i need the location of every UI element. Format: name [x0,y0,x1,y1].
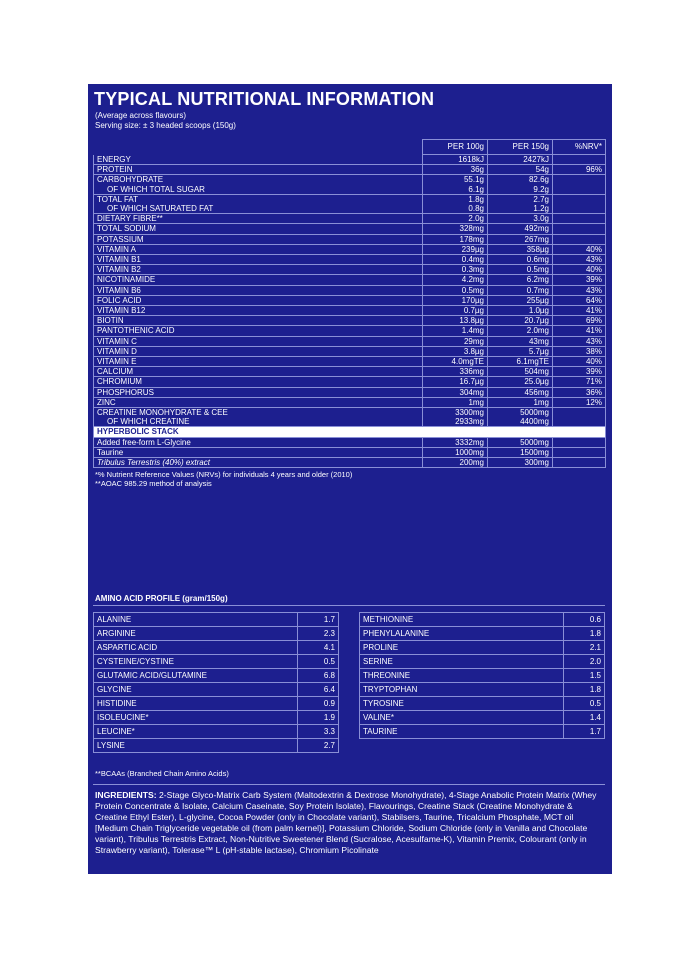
header-per150: PER 150g [488,140,553,155]
nutrient-row [94,194,606,213]
nutrient-label: CHROMIUM [94,377,423,387]
nutrient-per150 [488,408,553,427]
nutrient-nrv: 41% [553,326,606,336]
nutrient-nrv: 71% [553,377,606,387]
nutrient-per100: 0.4mg [423,255,488,265]
nutrient-nrv: 40% [553,244,606,254]
nutrient-nrv [553,408,606,427]
amino-name: THREONINE [360,669,564,683]
nutrient-nrv [553,214,606,224]
nutrient-per100 [423,408,488,427]
nutrient-nrv: 41% [553,306,606,316]
amino-value: 4.1 [298,641,339,655]
nutrient-per150: 456mg [488,387,553,397]
footnote-aoac: **AOAC 985.29 method of analysis [95,479,212,488]
nutrient-row [94,316,606,326]
stack-label: Tribulus Terrestris (40%) extract [94,458,423,468]
nutrient-per100-line1: 55.1g [463,175,484,185]
nutrient-row [94,165,606,175]
ingredients-label: INGREDIENTS: [95,790,157,800]
header-per100: PER 100g [423,140,488,155]
nutrient-label: VITAMIN B2 [94,265,423,275]
divider [93,784,605,785]
nutrient-label: VITAMIN B12 [94,306,423,316]
nutrient-label: VITAMIN B1 [94,255,423,265]
nutrient-per100-line2: 2933mg [455,417,484,427]
amino-name: LEUCINE* [94,725,298,739]
nutrient-label: PANTOTHENIC ACID [94,326,423,336]
divider [93,605,605,606]
nutrient-per150: 20.7µg [488,316,553,326]
amino-name: ARGININE [94,627,298,641]
amino-profile-title: AMINO ACID PROFILE (gram/150g) [95,594,228,603]
amino-row [360,669,605,683]
nutrient-label: FOLIC ACID [94,295,423,305]
nutrient-row [94,214,606,224]
amino-value: 2.0 [564,655,605,669]
page-title: TYPICAL NUTRITIONAL INFORMATION [94,89,435,109]
nutrient-per100: 29mg [423,336,488,346]
nutrient-row [94,244,606,254]
amino-row [94,725,339,739]
nutrient-label: ENERGY [94,155,423,165]
nutrient-nrv: 43% [553,336,606,346]
nutrient-nrv: 36% [553,387,606,397]
nutrient-label: VITAMIN B6 [94,285,423,295]
nutrient-per150-line2: 1.2g [533,204,549,214]
amino-row [360,725,605,739]
amino-name: ASPARTIC ACID [94,641,298,655]
amino-row [94,683,339,697]
amino-name: METHIONINE [360,613,564,627]
amino-value: 0.5 [298,655,339,669]
bcaa-note: **BCAAs (Branched Chain Amino Acids) [95,769,229,778]
nutrient-per150: 2.0mg [488,326,553,336]
nutrient-per150: 267mg [488,234,553,244]
subtitle-serving: Serving size: ± 3 headed scoops (150g) [95,121,236,130]
amino-name: GLYCINE [94,683,298,697]
nutrient-nrv: 39% [553,275,606,285]
nutrient-per100: 4.2mg [423,275,488,285]
nutrient-per150-line1: 5000mg [520,408,549,418]
nutrient-per150 [488,175,553,194]
nutrient-label: NICOTINAMIDE [94,275,423,285]
nutrient-per100: 2.0g [423,214,488,224]
amino-value: 0.5 [564,697,605,711]
nutrient-row [94,357,606,367]
amino-name: TRYPTOPHAN [360,683,564,697]
amino-table-right [359,612,605,739]
amino-value: 1.8 [564,627,605,641]
stack-row [94,447,606,457]
nutrient-nrv: 12% [553,397,606,407]
nutrient-row [94,255,606,265]
amino-name: ALANINE [94,613,298,627]
nutrient-label: CALCIUM [94,367,423,377]
nutrient-row [94,175,606,194]
nutrient-row [94,397,606,407]
nutrient-nrv: 39% [553,367,606,377]
header-blank [94,140,423,155]
amino-value: 2.3 [298,627,339,641]
stack-per150: 5000mg [488,437,553,447]
subtitle-average: (Average across flavours) [95,111,186,120]
nutrient-per100: 13.8µg [423,316,488,326]
nutrient-nrv [553,194,606,213]
stack-nrv [553,458,606,468]
nutrient-row [94,387,606,397]
amino-name: TAURINE [360,725,564,739]
stack-per100: 1000mg [423,447,488,457]
amino-row [360,627,605,641]
nutrient-per150-line1: 2.7g [533,194,549,204]
nutrition-table-body [94,155,606,468]
nutrient-label: TOTAL SODIUM [94,224,423,234]
amino-row [360,613,605,627]
nutrient-per100-line2: 0.8g [468,204,484,214]
nutrient-label-line2: OF WHICH TOTAL SUGAR [107,184,205,194]
nutrient-nrv: 40% [553,357,606,367]
amino-row [94,697,339,711]
nutrient-per100: 304mg [423,387,488,397]
amino-value: 0.6 [564,613,605,627]
amino-value: 1.7 [564,725,605,739]
amino-name: ISOLEUCINE* [94,711,298,725]
nutrient-row [94,336,606,346]
amino-name: HISTIDINE [94,697,298,711]
amino-value: 2.7 [298,739,339,753]
amino-row [94,627,339,641]
nutrient-per100: 1.4mg [423,326,488,336]
nutrient-nrv: 38% [553,346,606,356]
nutrient-row [94,306,606,316]
nutrient-row [94,326,606,336]
nutrition-table-header [94,140,606,155]
amino-row [94,669,339,683]
amino-name: CYSTEINE/CYSTINE [94,655,298,669]
nutrient-per150-line2: 9.2g [533,184,549,194]
nutrient-per150: 504mg [488,367,553,377]
stack-label: Taurine [94,447,423,457]
nutrient-per100: 3.8µg [423,346,488,356]
amino-value: 6.4 [298,683,339,697]
ingredients-body: 2-Stage Glyco-Matrix Carb System (Maltodextrin & Dextrose Monohydrate), 4-Stage Anabolic Protein Matrix (Whey Protein Concentrate & Isolate, Calcium Caseinate, Soy Protein Isolate), Flavourings, Creatine Stack (Creatine Monohydrate & Creatine Ethyl Ester), L-glycine, Cocoa Powder (only in Chocolate variant), Stabilsers, Taurine, Tricalcium Phosphate, MCT oil [Medium Chain Triglyceride vegetable oil (from palm kernel)], Potassium Chloride, Sodium Chloride (only in Vanilla and Chocolate variant), Tribulus Terrestris Extract, Non-Nutritive Sweetener Blend (Sucralose, Acesulfame-K), Vitamin Premix, Colourant (only in Strawberry variant), Tolerase™ L (pH-stable lactase), Chromium Picolinate [95,790,597,855]
amino-value: 1.9 [298,711,339,725]
amino-value: 1.8 [564,683,605,697]
nutrient-per100: 328mg [423,224,488,234]
nutrient-row [94,155,606,165]
amino-row [360,641,605,655]
amino-value: 2.1 [564,641,605,655]
nutrient-row [94,275,606,285]
nutrient-label-line1: TOTAL FAT [97,194,139,204]
nutrient-per100: 178mg [423,234,488,244]
nutrient-per150: 492mg [488,224,553,234]
nutrient-per150: 25.0µg [488,377,553,387]
amino-row [94,655,339,669]
nutrient-per150: 255µg [488,295,553,305]
nutrient-label: VITAMIN D [94,346,423,356]
nutrient-row [94,377,606,387]
nutrient-per100 [423,175,488,194]
nutrient-label: POTASSIUM [94,234,423,244]
nutrient-label: VITAMIN E [94,357,423,367]
amino-name: VALINE* [360,711,564,725]
ingredients-text [95,790,605,856]
amino-value: 6.8 [298,669,339,683]
stack-heading: HYPERBOLIC STACK [94,427,606,437]
nutrient-per150: 0.5mg [488,265,553,275]
nutrient-label [94,194,423,213]
nutrient-per100: 1mg [423,397,488,407]
nutrient-label [94,408,423,427]
nutrient-per100: 0.7µg [423,306,488,316]
nutrient-per150: 43mg [488,336,553,346]
nutrient-nrv [553,224,606,234]
nutrient-nrv: 40% [553,265,606,275]
amino-row [94,711,339,725]
nutrient-per100: 1618kJ [423,155,488,165]
nutrient-label: DIETARY FIBRE** [94,214,423,224]
stack-per150: 300mg [488,458,553,468]
nutrient-row [94,295,606,305]
stack-per100: 200mg [423,458,488,468]
amino-row [94,739,339,753]
nutrient-per100-line1: 1.8g [468,194,484,204]
footnote-nrv: *% Nutrient Reference Values (NRVs) for individuals 4 years and older (2010) [95,470,353,479]
nutrient-per100: 170µg [423,295,488,305]
stack-per100: 3332mg [423,437,488,447]
amino-value: 3.3 [298,725,339,739]
amino-row [94,613,339,627]
amino-value: 1.4 [564,711,605,725]
nutrient-nrv: 64% [553,295,606,305]
stack-row [94,458,606,468]
nutrient-row [94,234,606,244]
nutrient-nrv: 69% [553,316,606,326]
stack-nrv [553,437,606,447]
nutrient-row [94,224,606,234]
stack-row [94,437,606,447]
amino-row [360,711,605,725]
nutrient-per150: 0.6mg [488,255,553,265]
nutrient-per150: 2427kJ [488,155,553,165]
stack-heading-row [94,427,606,437]
nutrition-panel [88,84,612,874]
nutrient-per150: 6.2mg [488,275,553,285]
stack-label: Added free-form L-Glycine [94,437,423,447]
amino-name: GLUTAMIC ACID/GLUTAMINE [94,669,298,683]
nutrient-nrv: 96% [553,165,606,175]
nutrient-per100: 336mg [423,367,488,377]
amino-name: PROLINE [360,641,564,655]
nutrient-label: PROTEIN [94,165,423,175]
nutrient-per150: 1mg [488,397,553,407]
amino-value: 0.9 [298,697,339,711]
nutrient-per150: 6.1mgTE [488,357,553,367]
nutrient-nrv [553,234,606,244]
amino-table-left [93,612,339,753]
nutrient-nrv: 43% [553,255,606,265]
nutrient-label: VITAMIN C [94,336,423,346]
nutrient-label: PHOSPHORUS [94,387,423,397]
nutrient-row [94,367,606,377]
amino-row [360,655,605,669]
amino-row [360,697,605,711]
nutrient-per100: 239µg [423,244,488,254]
amino-name: SERINE [360,655,564,669]
nutrient-label-line2: OF WHICH SATURATED FAT [107,204,214,214]
amino-name: PHENYLALANINE [360,627,564,641]
nutrient-per150: 3.0g [488,214,553,224]
nutrient-per100-line1: 3300mg [455,408,484,418]
nutrient-row [94,285,606,295]
nutrient-row [94,408,606,427]
nutrient-per100: 4.0mgTE [423,357,488,367]
nutrient-nrv: 43% [553,285,606,295]
nutrient-per100: 0.3mg [423,265,488,275]
nutrient-per150: 54g [488,165,553,175]
nutrient-per150: 0.7mg [488,285,553,295]
nutrient-label-line1: CARBOHYDRATE [97,175,164,185]
nutrient-per100-line2: 6.1g [468,184,484,194]
nutrient-label [94,175,423,194]
nutrient-label: BIOTIN [94,316,423,326]
nutrient-label-line1: CREATINE MONOHYDRATE & CEE [97,408,228,418]
nutrition-table [93,139,606,468]
nutrient-per150-line1: 82.6g [528,175,549,185]
stack-nrv [553,447,606,457]
header-nrv: %NRV* [553,140,606,155]
nutrient-per150 [488,194,553,213]
nutrient-per100: 16.7µg [423,377,488,387]
nutrient-label-line2: OF WHICH CREATINE [107,417,190,427]
amino-value: 1.7 [298,613,339,627]
nutrient-nrv [553,175,606,194]
amino-row [94,641,339,655]
nutrient-row [94,265,606,275]
nutrient-label: VITAMIN A [94,244,423,254]
nutrient-row [94,346,606,356]
nutrient-per150: 1.0µg [488,306,553,316]
amino-name: TYROSINE [360,697,564,711]
nutrient-label: ZINC [94,397,423,407]
nutrient-nrv [553,155,606,165]
amino-value: 1.5 [564,669,605,683]
nutrient-per150-line2: 4400mg [520,417,549,427]
amino-row [360,683,605,697]
stack-per150: 1500mg [488,447,553,457]
nutrient-per100: 0.5mg [423,285,488,295]
amino-name: LYSINE [94,739,298,753]
nutrient-per100 [423,194,488,213]
nutrient-per150: 5.7µg [488,346,553,356]
nutrient-per150: 358µg [488,244,553,254]
nutrient-per100: 36g [423,165,488,175]
